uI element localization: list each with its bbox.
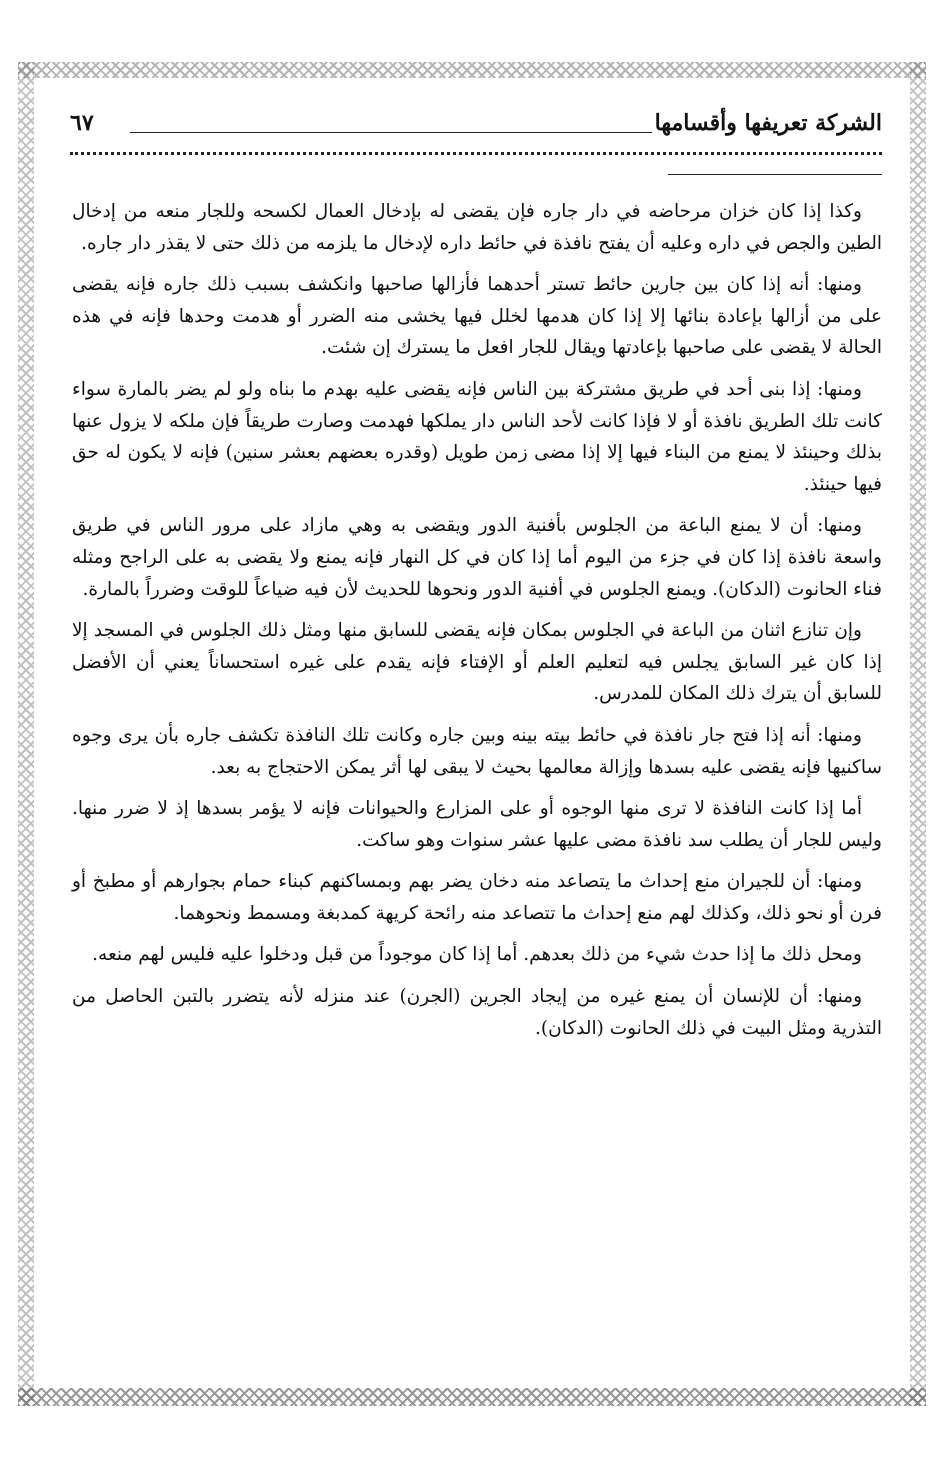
ornamental-border-left — [18, 62, 34, 1406]
ornamental-border-right — [910, 62, 926, 1406]
paragraph: ومنها: أن لا يمنع الباعة من الجلوس بأفنية الدور ويقضى به وهي مازاد على مرور الناس في طريق واسعة نافذة إذا كان في جزء من اليوم أما إذا كان في كل النهار فإنه يمنع ولا يقضى به على الراجح ومثله فناء الحانوت (الدكان). ويمنع الجلوس في أفنية الدور ونحوها للحديث لأن فيه ضياعاً للوقت وضرراً بالمارة. — [72, 515, 882, 600]
page-body — [72, 196, 882, 1054]
ornamental-border-bottom — [18, 1388, 926, 1406]
header-underline — [668, 174, 882, 175]
paragraph: أما إذا كانت النافذة لا ترى منها الوجوه أو على المزارع والحيوانات فإنه لا يؤمر بسدها إذ لا ضرر منها. وليس للجار أن يطلب سد نافذة مضى عليها عشر سنوات وهو ساكت. — [72, 798, 882, 851]
ornamental-border-top — [18, 62, 926, 78]
paragraph: ومحل ذلك ما إذا حدث شيء من ذلك بعدهم. أما إذا كان موجوداً من قبل ودخلوا عليه فليس لهم منعه. — [92, 944, 862, 966]
paragraph: وإن تنازع اثنان من الباعة في الجلوس بمكان فإنه يقضى للسابق منها ومثل ذلك الجلوس في المسجد إلا إذا كان غير السابق يجلس فيه لتعليم العلم أو الإفتاء فإنه يقدم على غيره استحساناً يعني أن الأفضل للسابق أن يترك ذلك المكان للمدرس. — [72, 620, 882, 705]
paragraph: ومنها: أن للجيران منع إحداث ما يتصاعد منه دخان يضر بهم وبمساكنهم كبناء حمام بجوارهم أو مطبخ أو فرن أو نحو ذلك، وكذلك لهم منع إحداث ما تتصاعد منه رائحة كريهة كمدبغة ومسمط ونحوهما. — [72, 871, 882, 924]
running-header — [70, 108, 882, 148]
page-number: ٦٧ — [70, 110, 94, 136]
paragraph: ومنها: إذا بنى أحد في طريق مشتركة بين الناس فإنه يقضى عليه بهدم ما بناه ولو لم يضر بالمارة سواء كانت تلك الطريق نافذة أو لا فإذا كانت لأحد الناس دار يملكها فهدمت وصارت طريقاً فإن ملكه لا يزول عنها بذلك وحينئذ لا يمنع من البناء فيها إلا إذا مضى زمن طويل (وقدره بعضهم بعشر سنين) فإنه لا يكون له حق فيها حينئذ. — [72, 378, 882, 495]
chapter-title: الشركة تعريفها وأقسامها — [654, 110, 882, 136]
paragraph: ومنها: أن للإنسان أن يمنع غيره من إيجاد الجرين (الجرن) عند منزله لأنه يتضرر بالتبن الحاصل من التذرية ومثل البيت في ذلك الحانوت (الدكان). — [72, 986, 882, 1039]
paragraph: وكذا إذا كان خزان مرحاضه في دار جاره فإن يقضى له بإدخال العمال لكسحه وللجار منعه من إدخال الطين والجص في داره وعليه أن يفتح نافذة في حائط داره لإدخال ما يلزمه من ذلك حتى لا يقذر دار جاره. — [72, 201, 882, 254]
paragraph: ومنها: أنه إذا كان بين جارين حائط تستر أحدهما فأزالها صاحبها وانكشف بسبب ذلك جاره فإنه يقضى على من أزالها بإعادة بنائها إلا إذا كان هدمها لخلل فيها يخشى منه الضرر أو هدمت وحدها فإنه في هذه الحالة لا يقضى على صاحبها بإعادتها ويقال للجار افعل ما يسترك إن شئت. — [72, 274, 882, 359]
header-rule — [130, 132, 652, 133]
header-dotted-line — [70, 152, 882, 155]
paragraph: ومنها: أنه إذا فتح جار نافذة في حائط بيته بينه وبين جاره وكانت تلك النافذة تكشف جاره بأن يرى وجوه ساكنيها فإنه يقضى عليه بسدها وإزالة معالمها بحيث لا يبقى لها أثر يمكن الاحتجاج به بعد. — [72, 724, 882, 778]
